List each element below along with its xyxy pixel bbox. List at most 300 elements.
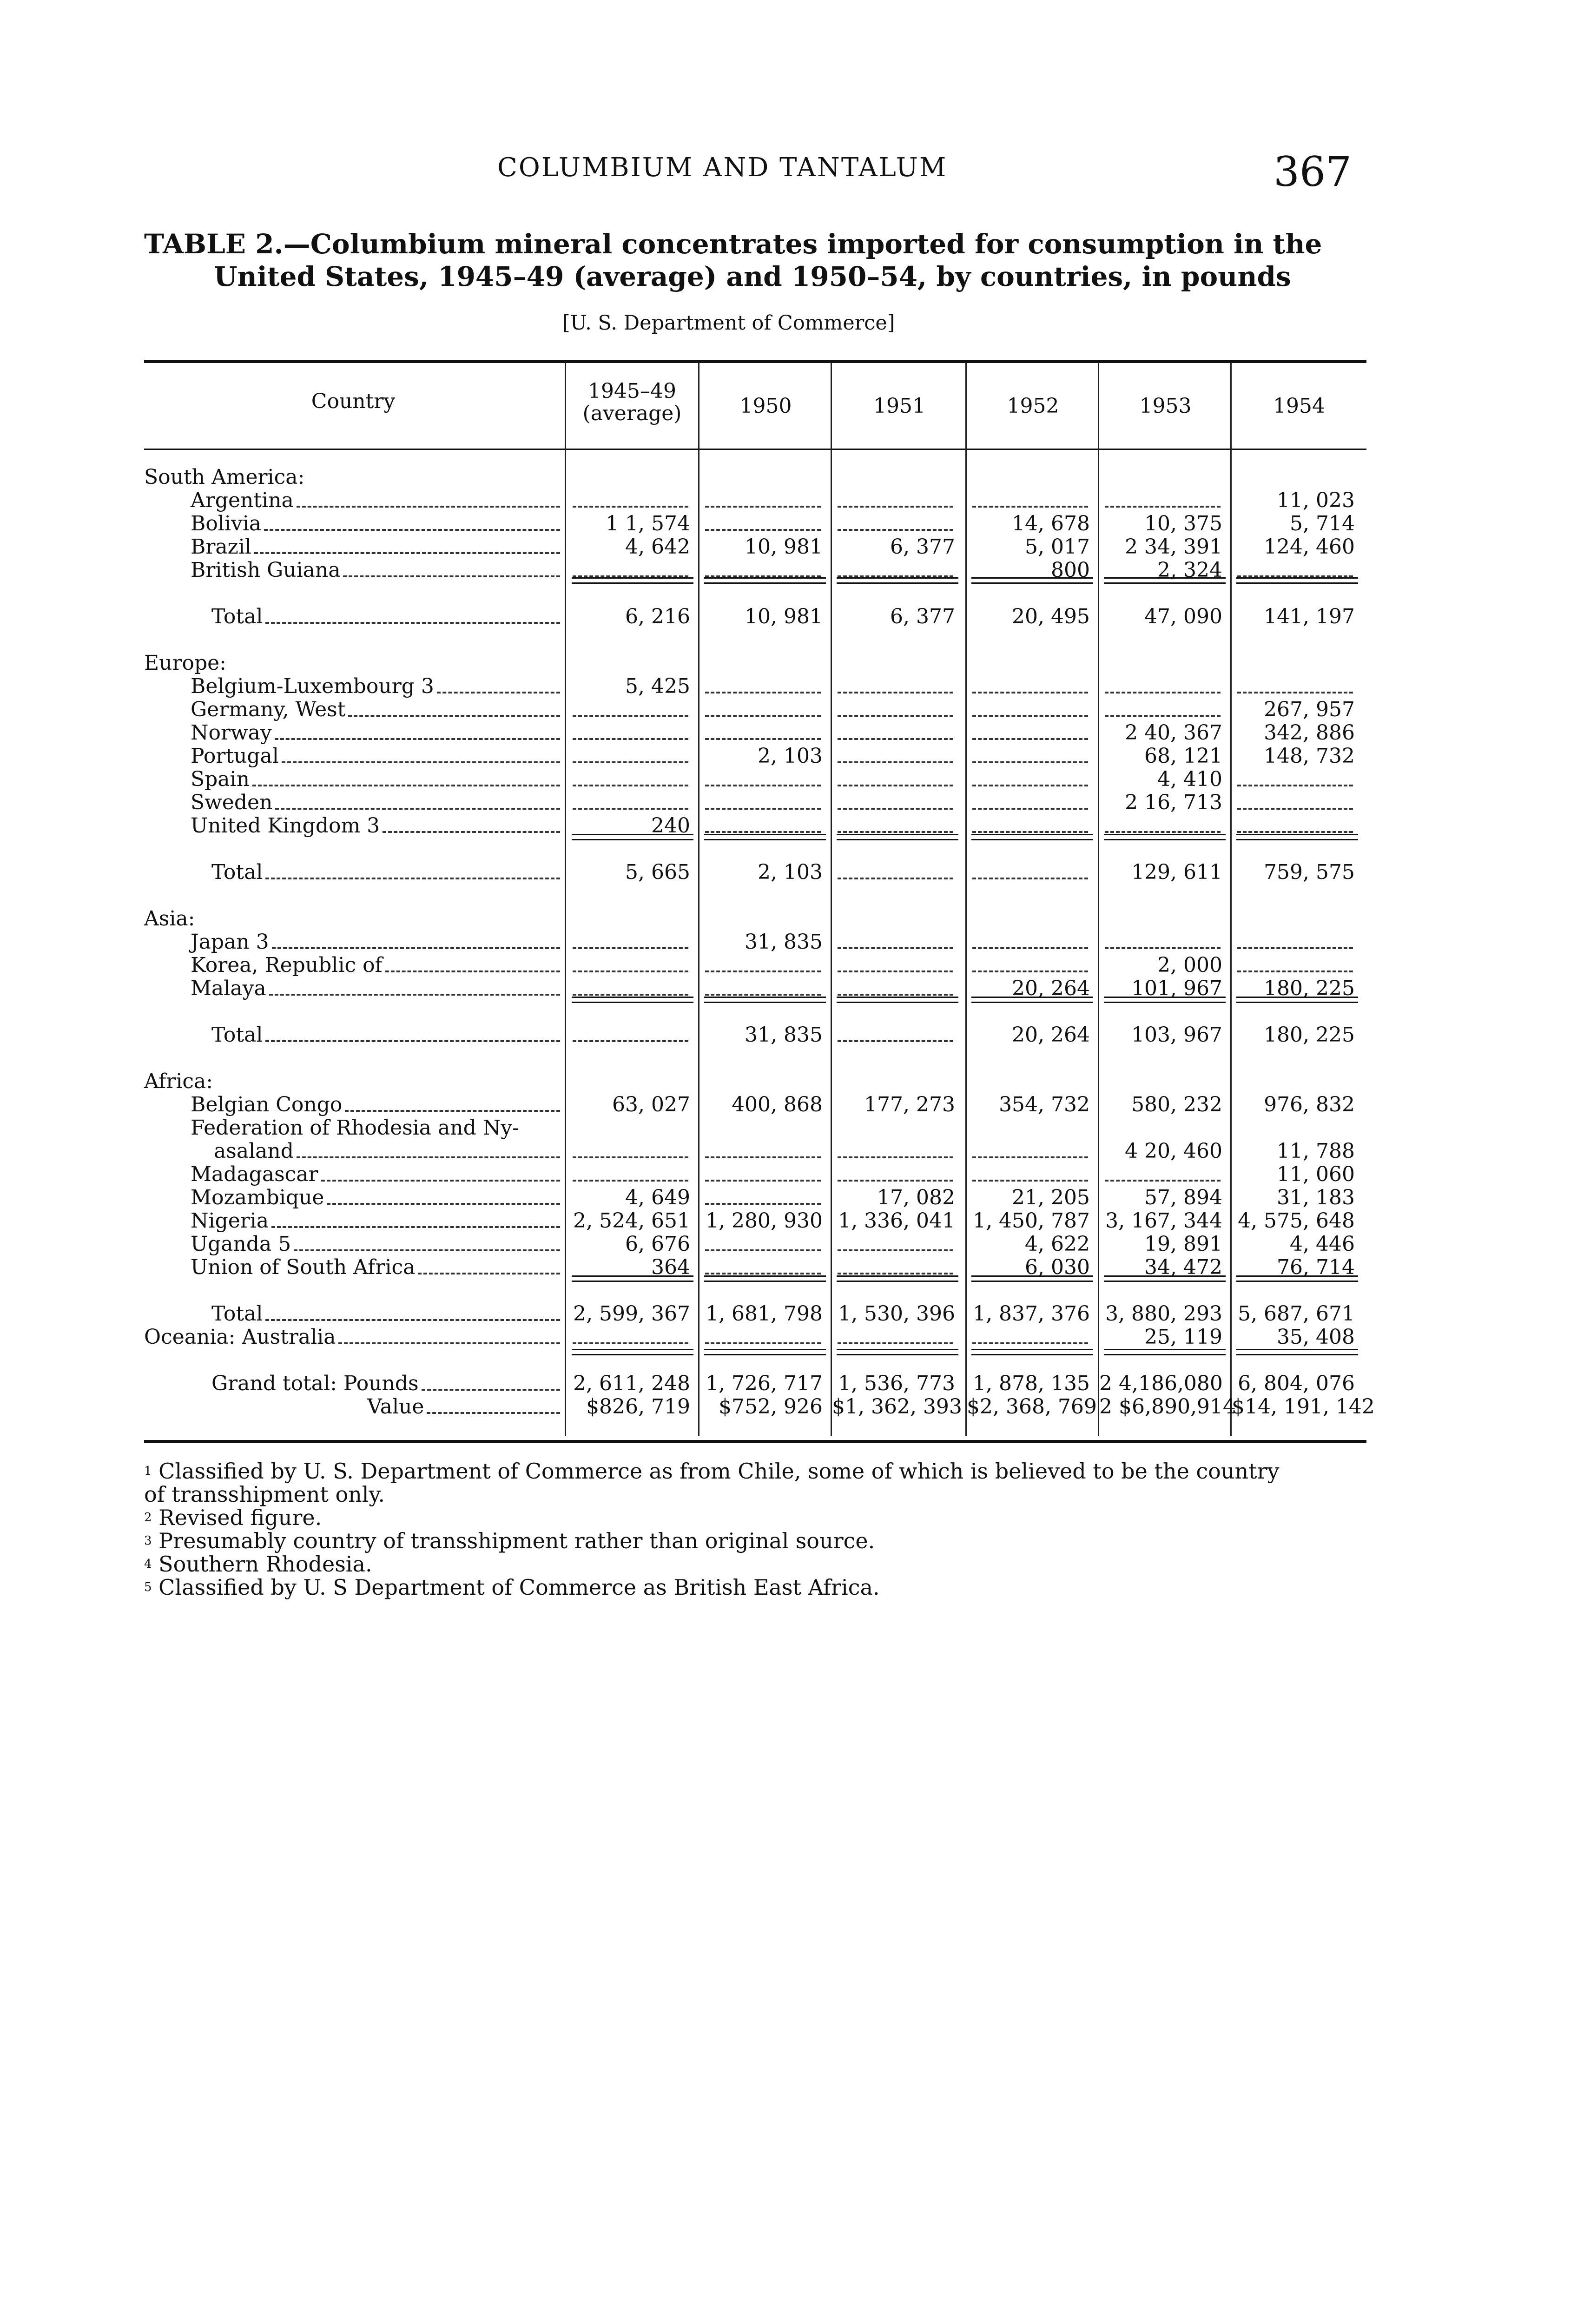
dash-leader — [838, 715, 953, 717]
total-double-rule — [1236, 1275, 1358, 1282]
total-double-rule — [837, 834, 958, 840]
footnote — [144, 1552, 1371, 1576]
country-label: Norway — [191, 721, 272, 745]
dash-leader — [1105, 506, 1221, 508]
dash-leader — [705, 738, 821, 740]
value-cell: 63, 027 — [612, 1093, 690, 1116]
dash-leader — [1105, 947, 1221, 949]
table-top-rule — [144, 360, 1366, 363]
country-label: Oceania: Australia — [144, 1325, 336, 1349]
footnote-number: 1 — [144, 1464, 152, 1478]
total-label: Total — [211, 605, 263, 628]
table-row — [144, 698, 1371, 721]
total-double-rule — [704, 834, 826, 840]
region-row — [144, 907, 1371, 931]
country-label: Bolivia — [191, 512, 262, 535]
value-cell: 148, 732 — [1264, 744, 1355, 768]
dash-leader — [573, 947, 688, 949]
dot-leader — [269, 994, 560, 996]
row-label-text: Japan 3 — [191, 930, 269, 954]
footnote-text: of transshipment only. — [144, 1482, 385, 1507]
value-cell: 2 16, 713 — [1125, 791, 1222, 814]
value-cell: 11, 023 — [1277, 489, 1355, 512]
value-cell: 6, 030 — [1025, 1255, 1090, 1279]
value-cell: 800 — [1051, 558, 1090, 582]
country-label: Madagascar — [191, 1162, 318, 1186]
table-row — [144, 1233, 1371, 1256]
dot-leader — [321, 1180, 560, 1182]
region-label: Africa: — [144, 1070, 213, 1093]
row-label-text: United Kingdom 3 — [191, 814, 380, 838]
total-double-rule — [1104, 997, 1226, 1003]
dash-leader — [705, 506, 821, 508]
table-row — [144, 1163, 1371, 1186]
value-cell: 20, 264 — [1012, 977, 1090, 1000]
value-cell: 976, 832 — [1264, 1093, 1355, 1116]
column-header-1951: 1951 — [873, 394, 925, 418]
dash-leader — [838, 1156, 953, 1158]
footnote-number: 3 — [144, 1534, 152, 1548]
total-row — [144, 861, 1371, 884]
dot-leader — [343, 575, 560, 577]
dot-leader — [437, 692, 560, 693]
dot-leader — [418, 1273, 560, 1274]
dash-leader — [573, 994, 688, 996]
table-caption — [144, 228, 1371, 293]
dash-leader — [573, 1156, 688, 1158]
country-label: Mozambique — [191, 1186, 324, 1209]
table-row — [144, 535, 1371, 559]
footnote-number: 4 — [144, 1557, 152, 1571]
dash-leader — [972, 831, 1088, 833]
table-row — [144, 1116, 1371, 1140]
value-cell: 57, 894 — [1144, 1186, 1222, 1209]
country-label: Nigeria — [191, 1209, 269, 1233]
total-double-rule — [837, 1349, 958, 1355]
value-cell: 6, 676 — [625, 1232, 690, 1256]
value-cell: 31, 183 — [1277, 1186, 1355, 1209]
value-cell: 2, 599, 367 — [573, 1302, 690, 1326]
value-cell: 124, 460 — [1264, 535, 1355, 559]
value-cell: 31, 835 — [745, 930, 823, 954]
total-double-rule — [971, 997, 1093, 1003]
value-cell: 76, 714 — [1277, 1255, 1355, 1279]
dash-leader — [1105, 831, 1221, 833]
footnote — [144, 1576, 1371, 1599]
country-label — [191, 931, 269, 954]
dot-leader — [422, 1389, 560, 1391]
running-head-title: COLUMBIUM AND TANTALUM — [497, 152, 948, 183]
country-label: Value — [367, 1395, 424, 1419]
dash-leader — [705, 1180, 821, 1182]
caption-line-2: United States, 1945–49 (average) and 1950–54, by countries, in pounds — [214, 261, 1291, 292]
value-cell: 129, 611 — [1131, 860, 1222, 884]
dash-leader — [838, 947, 953, 949]
dash-leader — [838, 831, 953, 833]
dash-leader — [838, 1273, 953, 1274]
dot-leader — [427, 1412, 560, 1414]
value-cell: 267, 957 — [1264, 698, 1355, 721]
dash-leader — [838, 808, 953, 810]
total-row — [144, 1023, 1371, 1047]
total-double-rule — [971, 577, 1093, 584]
dash-leader — [573, 738, 688, 740]
total-double-rule — [837, 577, 958, 584]
dash-leader — [838, 785, 953, 786]
header-bottom-rule — [144, 449, 1366, 450]
value-cell: 4, 575, 648 — [1238, 1209, 1355, 1233]
value-cell: 1 1, 574 — [606, 512, 690, 535]
dash-leader — [573, 785, 688, 786]
value-cell: 2 $6,890,914 — [1099, 1395, 1236, 1419]
dot-leader — [265, 622, 560, 624]
value-cell: 11, 060 — [1277, 1162, 1355, 1186]
value-cell: 1, 681, 798 — [706, 1302, 823, 1326]
region-label: Asia: — [144, 907, 195, 931]
dash-leader — [573, 506, 688, 508]
value-cell: 177, 273 — [864, 1093, 955, 1116]
dash-leader — [838, 738, 953, 740]
value-cell: 10, 375 — [1144, 512, 1222, 535]
value-cell: 1, 530, 396 — [838, 1302, 955, 1326]
value-cell: 2, 000 — [1157, 953, 1222, 977]
table-row — [144, 791, 1371, 814]
dot-leader — [348, 715, 560, 717]
dash-leader — [838, 1342, 953, 1344]
country-label: Sweden — [191, 791, 273, 814]
value-cell: 1, 536, 773 — [838, 1372, 955, 1395]
value-cell: 6, 216 — [625, 605, 690, 628]
country-label: Portugal — [191, 744, 279, 768]
value-cell: 4, 642 — [625, 535, 690, 559]
value-cell: 35, 408 — [1277, 1325, 1355, 1349]
dot-leader — [383, 831, 560, 833]
value-cell: 342, 886 — [1264, 721, 1355, 745]
table-row — [144, 1093, 1371, 1116]
value-cell: 180, 225 — [1264, 1023, 1355, 1047]
value-cell: 2 40, 367 — [1125, 721, 1222, 745]
dash-leader — [705, 1203, 821, 1205]
table-row — [144, 1209, 1371, 1233]
value-cell: 5, 017 — [1025, 535, 1090, 559]
dash-leader — [972, 692, 1088, 693]
value-cell: 5, 425 — [625, 674, 690, 698]
dash-leader — [573, 971, 688, 972]
value-cell: 31, 835 — [745, 1023, 823, 1047]
value-cell: 1, 878, 135 — [973, 1372, 1090, 1395]
total-double-rule — [1236, 577, 1358, 584]
dash-leader — [1237, 947, 1353, 949]
dash-leader — [1237, 785, 1353, 786]
country-label: Belgian Congo — [191, 1093, 343, 1116]
value-cell: 2, 103 — [758, 860, 823, 884]
table-source: [U. S. Department of Commerce] — [562, 311, 895, 335]
value-cell: 1, 336, 041 — [838, 1209, 955, 1233]
country-label: British Guiana — [191, 558, 341, 582]
dash-leader — [838, 994, 953, 996]
dash-leader — [838, 878, 953, 879]
dot-leader — [271, 1226, 560, 1228]
dash-leader — [972, 971, 1088, 972]
total-double-rule — [572, 1275, 693, 1282]
value-cell: 354, 732 — [999, 1093, 1090, 1116]
total-double-rule — [572, 577, 693, 584]
dash-leader — [1105, 692, 1221, 693]
value-cell: 47, 090 — [1144, 605, 1222, 628]
dash-leader — [838, 1040, 953, 1042]
value-cell: 6, 377 — [890, 535, 955, 559]
row-label-text: Belgium-Luxembourg 3 — [191, 674, 434, 698]
footnote — [144, 1483, 1371, 1506]
value-cell: 20, 264 — [1012, 1023, 1090, 1047]
country-label — [191, 1233, 291, 1256]
dash-leader — [573, 1342, 688, 1344]
dash-leader — [705, 692, 821, 693]
dash-leader — [972, 947, 1088, 949]
dash-leader — [573, 808, 688, 810]
column-header-1952: 1952 — [1007, 394, 1059, 418]
value-cell: $2, 368, 769 — [967, 1395, 1097, 1419]
total-label: Total — [211, 1302, 263, 1326]
value-cell: 3, 167, 344 — [1105, 1209, 1222, 1233]
country-label: Brazil — [191, 535, 251, 559]
dash-leader — [705, 715, 821, 717]
dash-leader — [705, 1156, 821, 1158]
dash-leader — [705, 831, 821, 833]
column-header-1945-49 — [567, 380, 697, 425]
value-cell: 2, 611, 248 — [573, 1372, 690, 1395]
footnote — [144, 1506, 1371, 1529]
dash-leader — [972, 715, 1088, 717]
total-double-rule — [1104, 577, 1226, 584]
dash-leader — [838, 971, 953, 972]
dash-leader — [705, 808, 821, 810]
total-double-rule — [971, 1349, 1093, 1355]
footnote-number: 5 — [144, 1580, 152, 1594]
total-double-rule — [1236, 1349, 1358, 1355]
region-row — [144, 652, 1371, 675]
dash-leader — [705, 971, 821, 972]
dot-leader — [338, 1342, 560, 1344]
value-cell: 2, 324 — [1157, 558, 1222, 582]
value-cell: 364 — [651, 1255, 690, 1279]
value-cell: 1, 450, 787 — [973, 1209, 1090, 1233]
total-double-rule — [837, 1275, 958, 1282]
total-double-rule — [1236, 834, 1358, 840]
row-label-text: Uganda 5 — [191, 1232, 291, 1256]
value-cell: 10, 981 — [745, 605, 823, 628]
table-row — [144, 1372, 1371, 1395]
footnotes — [144, 1459, 1371, 1599]
total-label: Total — [211, 1023, 263, 1047]
value-cell: 19, 891 — [1144, 1232, 1222, 1256]
total-label: Total — [211, 860, 263, 884]
dash-leader — [705, 785, 821, 786]
dot-leader — [294, 1249, 560, 1251]
dash-leader — [972, 1180, 1088, 1182]
value-cell: 14, 678 — [1012, 512, 1090, 535]
table-row — [144, 721, 1371, 745]
dash-leader — [1237, 808, 1353, 810]
value-cell: 2, 524, 651 — [573, 1209, 690, 1233]
country-label: asaland — [214, 1139, 294, 1163]
dash-leader — [573, 761, 688, 763]
country-label: Germany, West — [191, 698, 346, 721]
value-cell: 68, 121 — [1144, 744, 1222, 768]
column-header-1954: 1954 — [1273, 394, 1325, 418]
dash-leader — [705, 994, 821, 996]
dash-leader — [573, 1180, 688, 1182]
value-cell: 4, 446 — [1290, 1232, 1355, 1256]
dash-leader — [573, 715, 688, 717]
dash-leader — [1105, 715, 1221, 717]
dash-leader — [972, 761, 1088, 763]
dot-leader — [265, 878, 560, 879]
value-cell: 10, 981 — [745, 535, 823, 559]
dot-leader — [297, 1156, 560, 1158]
total-row — [144, 1302, 1371, 1326]
table-row — [144, 512, 1371, 535]
dot-leader — [254, 552, 560, 554]
value-cell: 580, 232 — [1131, 1093, 1222, 1116]
value-cell: 4, 622 — [1025, 1232, 1090, 1256]
value-cell: 20, 495 — [1012, 605, 1090, 628]
value-cell: 34, 472 — [1144, 1255, 1222, 1279]
table-row — [144, 954, 1371, 977]
footnote-number: 2 — [144, 1511, 152, 1525]
running-head — [0, 148, 1577, 196]
country-label: Federation of Rhodesia and Ny- — [191, 1116, 519, 1140]
country-label — [191, 814, 380, 838]
dot-leader — [282, 761, 560, 763]
dash-leader — [972, 1156, 1088, 1158]
total-double-rule — [704, 577, 826, 584]
dot-leader — [265, 1319, 560, 1321]
value-cell: 21, 205 — [1012, 1186, 1090, 1209]
table-bottom-rule — [144, 1440, 1366, 1443]
total-double-rule — [971, 1275, 1093, 1282]
table-row — [144, 745, 1371, 768]
total-row — [144, 605, 1371, 628]
footnote-text: Classified by U. S Department of Commerce as British East Africa. — [158, 1575, 880, 1600]
region-row — [144, 466, 1371, 489]
column-header-1953: 1953 — [1139, 394, 1192, 418]
footnote — [144, 1459, 1371, 1483]
dash-leader — [573, 1040, 688, 1042]
value-cell: 6, 377 — [890, 605, 955, 628]
total-double-rule — [704, 1275, 826, 1282]
table-row — [144, 1395, 1375, 1419]
country-label: Argentina — [191, 489, 294, 512]
value-cell: 4, 649 — [625, 1186, 690, 1209]
dash-leader — [838, 1180, 953, 1182]
dot-leader — [345, 1110, 560, 1112]
total-double-rule — [572, 1349, 693, 1355]
dash-leader — [972, 785, 1088, 786]
caption-line-1: TABLE 2.—Columbium mineral concentrates imported for consumption in the — [144, 228, 1322, 260]
total-double-rule — [572, 997, 693, 1003]
value-cell: 240 — [651, 814, 690, 838]
value-cell: 101, 967 — [1131, 977, 1222, 1000]
region-label: Europe: — [144, 651, 227, 675]
dash-leader — [705, 1273, 821, 1274]
dot-leader — [272, 947, 560, 949]
table-row — [144, 1326, 1371, 1349]
country-label: Grand total: Pounds — [211, 1372, 419, 1395]
dash-leader — [838, 761, 953, 763]
dash-leader — [1237, 692, 1353, 693]
total-double-rule — [572, 834, 693, 840]
column-header-country: Country — [311, 390, 396, 413]
region-row — [144, 1070, 1371, 1093]
value-cell: 25, 119 — [1144, 1325, 1222, 1349]
dash-leader — [972, 878, 1088, 879]
value-cell: 4 20, 460 — [1125, 1139, 1222, 1163]
column-header-1945-49-line1: 1945–49 — [588, 379, 676, 403]
value-cell: 5, 714 — [1290, 512, 1355, 535]
country-label: Korea, Republic of — [191, 953, 383, 977]
total-double-rule — [1236, 997, 1358, 1003]
footnote-text: Revised figure. — [158, 1505, 322, 1530]
value-cell: 3, 880, 293 — [1105, 1302, 1222, 1326]
value-cell: 141, 197 — [1264, 605, 1355, 628]
table-row — [144, 768, 1371, 791]
table-row — [144, 1186, 1371, 1209]
dot-leader — [385, 971, 560, 972]
value-cell: 1, 280, 930 — [706, 1209, 823, 1233]
total-double-rule — [1104, 834, 1226, 840]
dot-leader — [327, 1203, 560, 1205]
value-cell: 2 34, 391 — [1125, 535, 1222, 559]
dash-leader — [705, 529, 821, 531]
total-double-rule — [1104, 1275, 1226, 1282]
table-row — [144, 931, 1371, 954]
column-header-1945-49-line2: (average) — [582, 402, 682, 425]
footnote-text: Classified by U. S. Department of Commerce as from Chile, some of which is believed to be the country — [158, 1459, 1280, 1484]
table-row — [144, 675, 1371, 698]
value-cell: 6, 804, 076 — [1238, 1372, 1355, 1395]
dash-leader — [705, 1249, 821, 1251]
dash-leader — [705, 1342, 821, 1344]
value-cell: 5, 687, 671 — [1238, 1302, 1355, 1326]
dash-leader — [972, 808, 1088, 810]
region-label: South America: — [144, 465, 305, 489]
dash-leader — [972, 1342, 1088, 1344]
country-label — [191, 675, 434, 698]
dash-leader — [838, 506, 953, 508]
dash-leader — [838, 529, 953, 531]
country-label: Union of South Africa — [191, 1255, 416, 1279]
dash-leader — [838, 1249, 953, 1251]
value-cell: $826, 719 — [586, 1395, 690, 1419]
dash-leader — [1237, 971, 1353, 972]
dash-leader — [838, 692, 953, 693]
dot-leader — [264, 529, 560, 531]
column-header-1950: 1950 — [739, 394, 792, 418]
total-double-rule — [704, 1349, 826, 1355]
table-row — [144, 1140, 1371, 1163]
value-cell: 17, 082 — [877, 1186, 955, 1209]
value-cell: 2 4,186,080 — [1099, 1372, 1223, 1395]
total-double-rule — [704, 997, 826, 1003]
value-cell: 2, 103 — [758, 744, 823, 768]
dash-leader — [972, 738, 1088, 740]
value-cell: 400, 868 — [732, 1093, 823, 1116]
value-cell: 180, 225 — [1264, 977, 1355, 1000]
value-cell: 11, 788 — [1277, 1139, 1355, 1163]
value-cell: 759, 575 — [1264, 860, 1355, 884]
dot-leader — [252, 785, 560, 786]
